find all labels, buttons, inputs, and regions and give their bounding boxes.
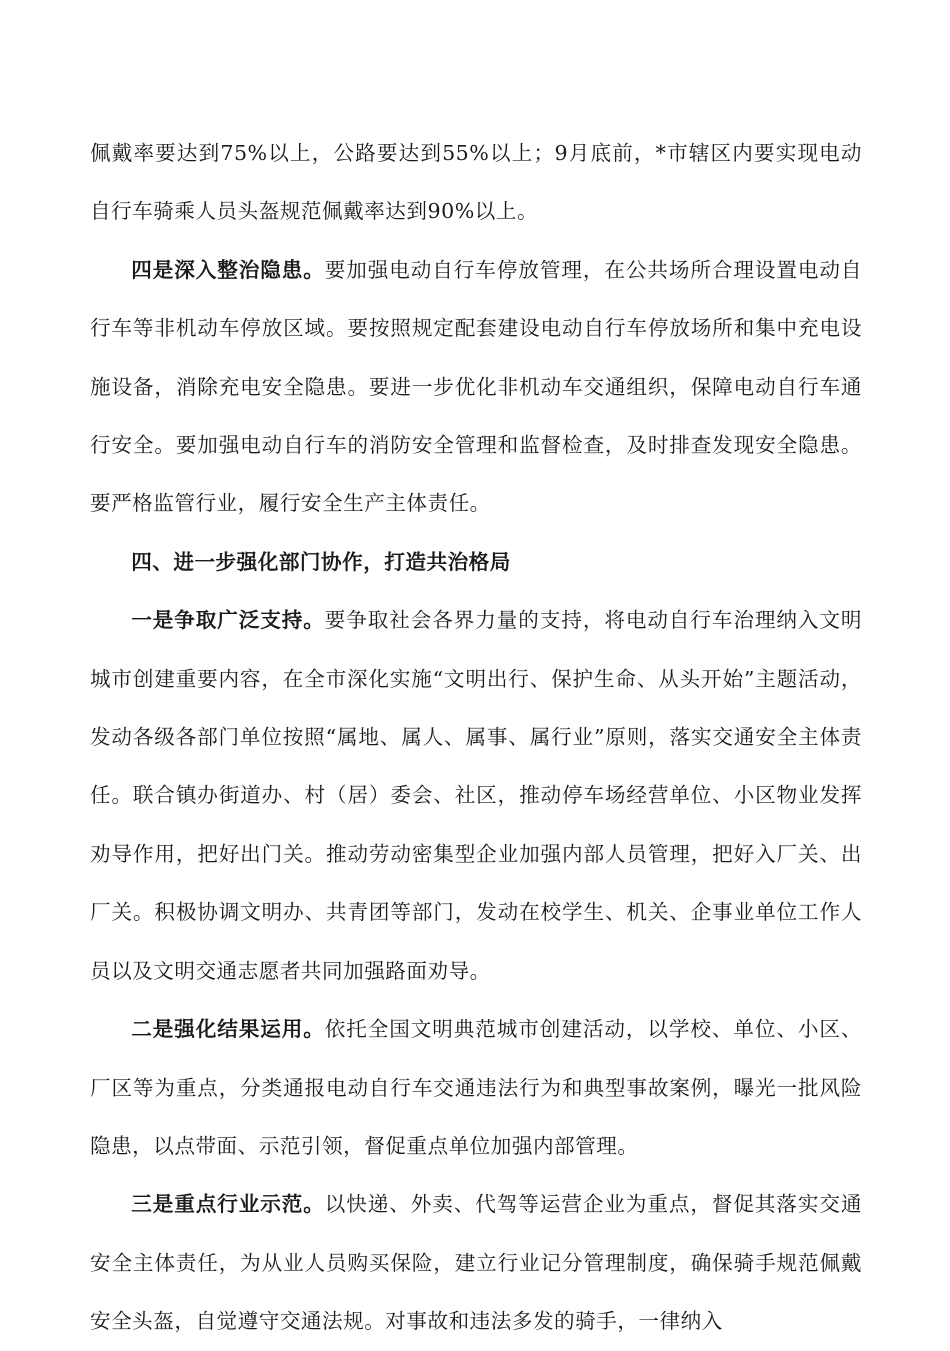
section-heading: 四、进一步强化部门协作，打造共治格局 xyxy=(131,549,511,574)
document-body xyxy=(90,124,862,1351)
paragraph-lead: 一是争取广泛支持。 xyxy=(131,608,325,633)
paragraph-text: 要争取社会各界力量的支持，将电动自行车治理纳入文明城市创建重要内容，在全市深化实施“文明出行、保护生命、从头开始”主题活动，发动各级各部门单位按照“属地、属人、属事、属行业”原则，落实交通安全主体责任。联合镇办街道办、村（居）委会、社区，推动停车场经营单位、小区物业发挥劝导作用，把好出门关。推动劳动密集型企业加强内部人员管理，把好入厂关、出厂关。积极协调文明办、共青团等部门，发动在校学生、机关、企事业单位工作人员以及文明交通志愿者共同加强路面劝导。 xyxy=(90,608,863,983)
paragraph-text: 要加强电动自行车停放管理，在公共场所合理设置电动自行车等非机动车停放区域。要按照规定配套建设电动自行车停放场所和集中充电设施设备，消除充电安全隐患。要进一步优化非机动车交通组织，保障电动自行车通行安全。要加强电动自行车的消防安全管理和监督检查，及时排查发现安全隐患。要严格监管行业，履行安全生产主体责任。 xyxy=(90,257,863,516)
paragraph-seek-support xyxy=(90,591,862,1000)
paragraph-lead: 三是重点行业示范。 xyxy=(131,1192,325,1217)
paragraph-text: 以快递、外卖、代驾等运营企业为重点，督促其落实交通安全主体责任，为从业人员购买保险，建立行业记分管理制度，确保骑手规范佩戴安全头盔，自觉遵守交通法规。对事故和违法多发的骑手，一律纳入 xyxy=(90,1192,863,1334)
paragraph-text: 佩戴率要达到75%以上，公路要达到55%以上；9月底前，*市辖区内要实现电动自行车骑乘人员头盔规范佩戴率达到90%以上。 xyxy=(90,141,862,224)
paragraph-industry-demo xyxy=(90,1175,862,1350)
paragraph-apply-results xyxy=(90,1000,862,1175)
paragraph-lead: 四是深入整治隐患。 xyxy=(131,257,325,282)
paragraph-rectify-hazards xyxy=(90,241,862,533)
paragraph-text: 依托全国文明典范城市创建活动，以学校、单位、小区、厂区等为重点，分类通报电动自行车交通违法行为和典型事故案例，曝光一批风险隐患，以点带面、示范引领，督促重点单位加强内部管理。 xyxy=(90,1017,863,1158)
paragraph-continuation xyxy=(90,124,862,241)
paragraph-lead: 二是强化结果运用。 xyxy=(131,1017,325,1042)
